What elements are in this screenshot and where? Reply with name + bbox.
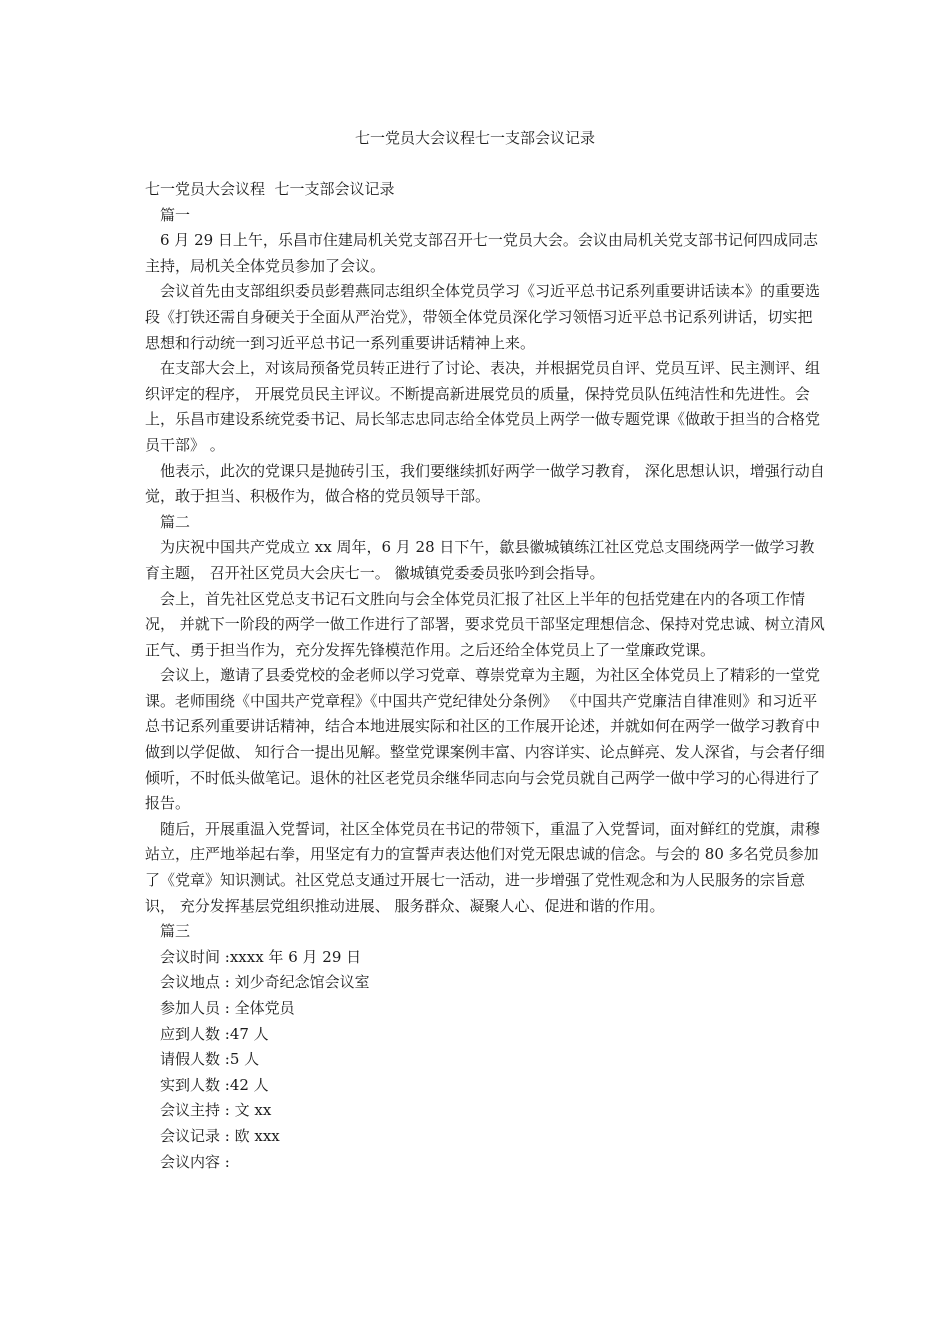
actual-count-field: 实到人数 :42 人 xyxy=(160,1075,269,1094)
leave-count-field: 请假人数 :5 人 xyxy=(160,1050,260,1069)
paragraph: 为庆祝中国共产党成立 xx 周年，6 月 28 日下午，歙县徽城镇练江社区党总支围绕两学一做学习教育主题， 召开社区党员大会庆七一。 徽城镇党委委员张吟到会指导。 xyxy=(145,538,815,582)
document-heading: 七一党员大会议程 七一支部会议记录 xyxy=(145,180,395,198)
meeting-time-field: 会议时间 :xxxx 年 6 月 29 日 xyxy=(160,947,362,966)
paragraph: 6 月 29 日上午，乐昌市住建局机关党支部召开七一党员大会。会议由局机关党支部书记何四成同志主持，局机关全体党员参加了会议。 xyxy=(145,231,818,275)
paragraph: 会议上，邀请了县委党校的金老师以学习党章、尊崇党章为主题，为社区全体党员上了精彩的一堂党课。老师围绕《中国共产党章程》《中国共产党纪律处分条例》 《中国共产党廉洁自律准则》和习近平总书记系列重要讲话精神，结合本地进展实际和社区的工作展开论述，并就如何在两学一做学习教育中做到以学促做、 知行合一提出见解。整堂党课案例丰富、内容详实、论点鲜亮、发人深省，与会者仔细倾听，不时低头做笔记。退休的社区老党员余继华同志向与会党员就自己两学一做中学习的心得进行了报告。 xyxy=(145,666,825,813)
attendees-field: 参加人员 : 全体党员 xyxy=(160,999,295,1017)
paragraph: 在支部大会上，对该局预备党员转正进行了讨论、表决，并根据党员自评、党员互评、民主测评、组织评定的程序， 开展党员民主评议。不断提高新进展党员的质量，保持党员队伍纯洁性和先进性。会上，乐昌市建设系统党委书记、局长邹志忠同志给全体党员上两学一做专题党课《做敢于担当的合格党员干部》 。 xyxy=(145,359,821,454)
content-field: 会议内容 : xyxy=(160,1152,230,1171)
expected-count-field: 应到人数 :47 人 xyxy=(160,1024,269,1043)
meeting-location-field: 会议地点 : 刘少奇纪念馆会议室 xyxy=(160,973,370,992)
document-body xyxy=(145,177,825,1175)
paragraph: 他表示，此次的党课只是抛砖引玉，我们要继续抓好两学一做学习教育， 深化思想认识，增强行动自觉，敢于担当、积极作为，做合格的党员领导干部。 xyxy=(145,461,825,506)
recorder-field: 会议记录 : 欧 xxx xyxy=(160,1126,280,1145)
host-field: 会议主持 : 文 xx xyxy=(160,1101,272,1120)
page-title: 七一党员大会议程七一支部会议记录 xyxy=(354,129,595,147)
section-label: 篇三 xyxy=(160,922,191,941)
section-label: 篇二 xyxy=(160,512,191,531)
paragraph: 会上，首先社区党总支书记石文胜向与会全体党员汇报了社区上半年的包括党建在内的各项工作情况， 并就下一阶段的两学一做工作进行了部署，要求党员干部坚定理想信念、保持对党忠诚、树立清风正气、勇于担当作为，充分发挥先锋模范作用。之后还给全体党员上了一堂廉政党课。 xyxy=(145,589,825,659)
section-label: 篇一 xyxy=(160,205,191,224)
paragraph: 会议首先由支部组织委员彭碧燕同志组织全体党员学习《习近平总书记系列重要讲话读本》的重要选段《打铁还需自身硬关于全面从严治党》，带领全体党员深化学习领悟习近平总书记系列讲话，切实把思想和行动统一到习近平总书记一系列重要讲话精神上来。 xyxy=(145,282,821,352)
paragraph: 随后，开展重温入党誓词，社区全体党员在书记的带领下，重温了入党誓词，面对鲜红的党旗，肃穆站立，庄严地举起右拳，用坚定有力的宣誓声表达他们对党无限忠诚的信念。与会的 80 多名党员参加了《党章》知识测试。社区党总支通过开展七一活动，进一步增强了党性观念和为人民服务的宗旨意识， 充分发挥基层党组织推动进展、 服务群众、凝聚人心、促进和谐的作用。 xyxy=(145,819,821,915)
